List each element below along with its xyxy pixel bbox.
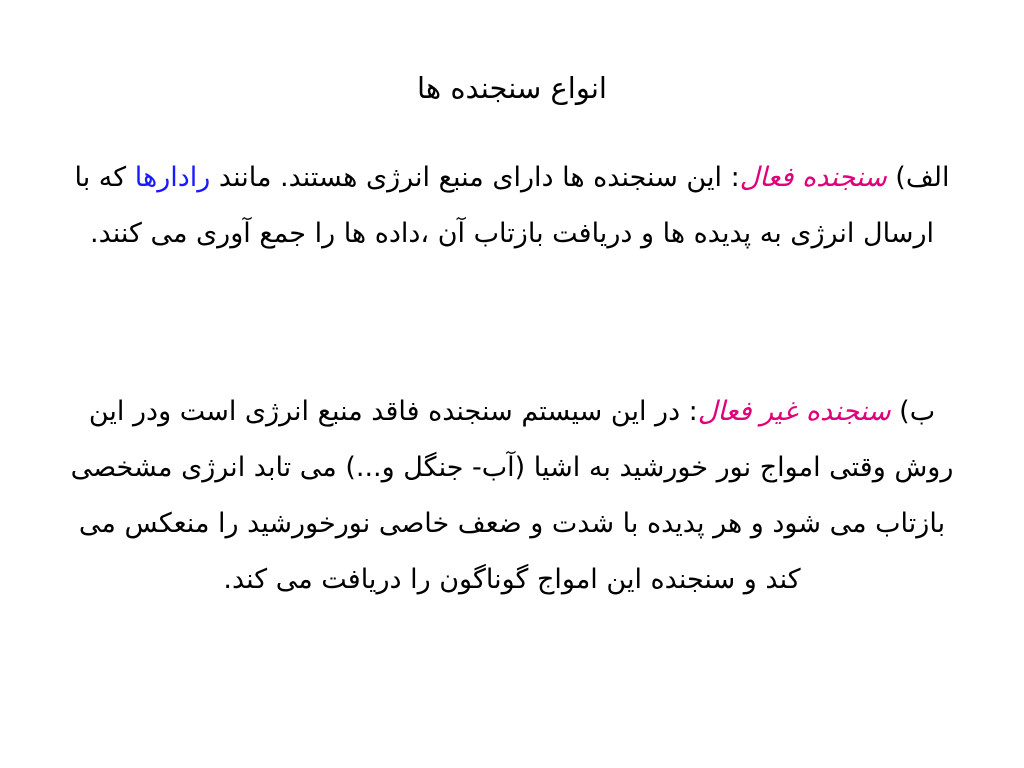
- passive-sensor-paragraph: [70, 384, 954, 608]
- active-sensor-definition: : این سنجنده ها دارای منبع انرژی هستند. مانند: [210, 162, 740, 193]
- active-sensor-term: سنجنده فعال: [739, 162, 887, 193]
- passive-sensor-term: سنجنده غیر فعال: [697, 396, 891, 427]
- active-sensor-paragraph: [70, 150, 954, 262]
- radar-example: رادارها: [134, 162, 211, 193]
- active-sensor-description: که با ارسال انرژی به پدیده ها و دریافت بازتاب آن ،داده ها را جمع آوری می کنند.: [74, 162, 934, 249]
- active-sensor-prefix: الف): [886, 162, 950, 193]
- slide-title: انواع سنجنده ها: [417, 71, 607, 105]
- passive-sensor-description: : در این سیستم سنجنده فاقد منبع انرژی است ودر این روش وقتی امواج نور خورشید به اشیا (آب- جنگل و...) می تابد انرژی مشخصی بازتاب می شود و هر پدیده با شدت و ضعف خاصی نورخورشید را منعکس می کند و سنجنده این امواج گوناگون را دریافت می کند.: [70, 396, 954, 595]
- passive-sensor-prefix: ب): [890, 396, 936, 427]
